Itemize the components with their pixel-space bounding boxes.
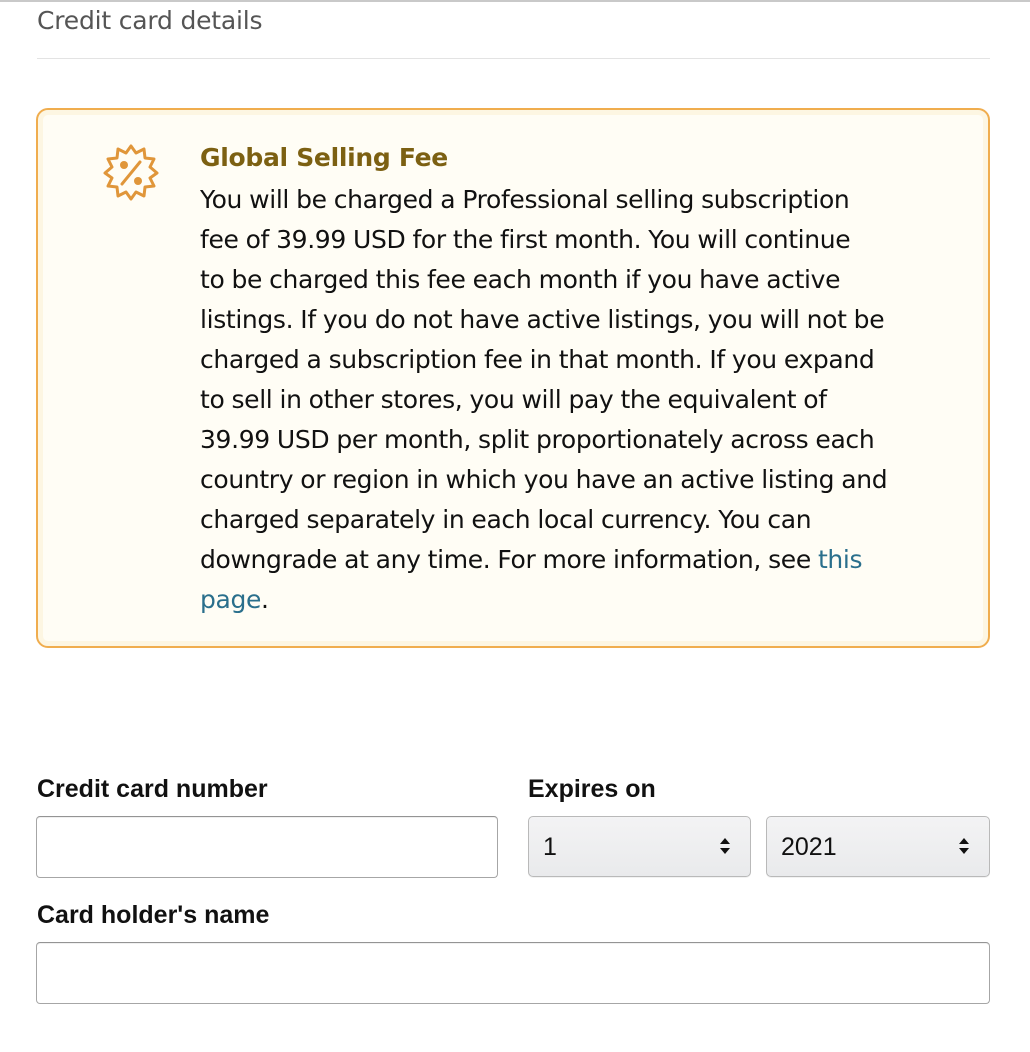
card-number-label: Credit card number — [37, 775, 268, 803]
section-divider — [37, 58, 990, 59]
more-info-link[interactable]: this — [817, 545, 863, 574]
alert-body-line: charged a subscription fee in that month. If you expand — [200, 345, 875, 374]
select-arrows-icon — [718, 836, 732, 856]
alert-body-line: You will be charged a Professional selling subscription — [200, 185, 850, 214]
alert-body-line: 39.99 USD per month, split proportionately across each — [200, 425, 875, 454]
alert-body-line: charged separately in each local currency. You can — [200, 505, 812, 534]
alert-body-text: downgrade at any time. For more information, see — [200, 545, 811, 574]
card-holder-name-label: Card holder's name — [37, 901, 270, 929]
alert-body — [200, 180, 940, 620]
expires-on-label: Expires on — [528, 775, 656, 803]
alert-end-punctuation: . — [261, 585, 269, 614]
select-arrows-icon — [957, 836, 971, 856]
percent-badge-icon — [99, 140, 163, 204]
alert-body-line: to sell in other stores, you will pay the equivalent of — [200, 385, 827, 414]
more-info-link-continued[interactable]: page — [200, 585, 262, 614]
section-title: Credit card details — [37, 6, 263, 35]
alert-body-line: listings. If you do not have active listings, you will not be — [200, 305, 885, 334]
expiry-month-select[interactable] — [528, 816, 751, 877]
expiry-year-value: 2021 — [781, 833, 837, 861]
top-divider — [0, 0, 1030, 2]
card-holder-name-input[interactable] — [36, 942, 990, 1004]
alert-body-line: fee of 39.99 USD for the first month. You will continue — [200, 225, 851, 254]
card-number-input[interactable] — [36, 816, 498, 878]
alert-body-line — [200, 580, 940, 620]
alert-body-line: to be charged this fee each month if you have active — [200, 265, 841, 294]
expiry-month-value: 1 — [543, 833, 557, 861]
alert-heading: Global Selling Fee — [200, 143, 448, 172]
expiry-year-select[interactable] — [766, 816, 990, 877]
alert-body-line — [200, 540, 940, 580]
alert-body-line: country or region in which you have an active listing and — [200, 465, 888, 494]
